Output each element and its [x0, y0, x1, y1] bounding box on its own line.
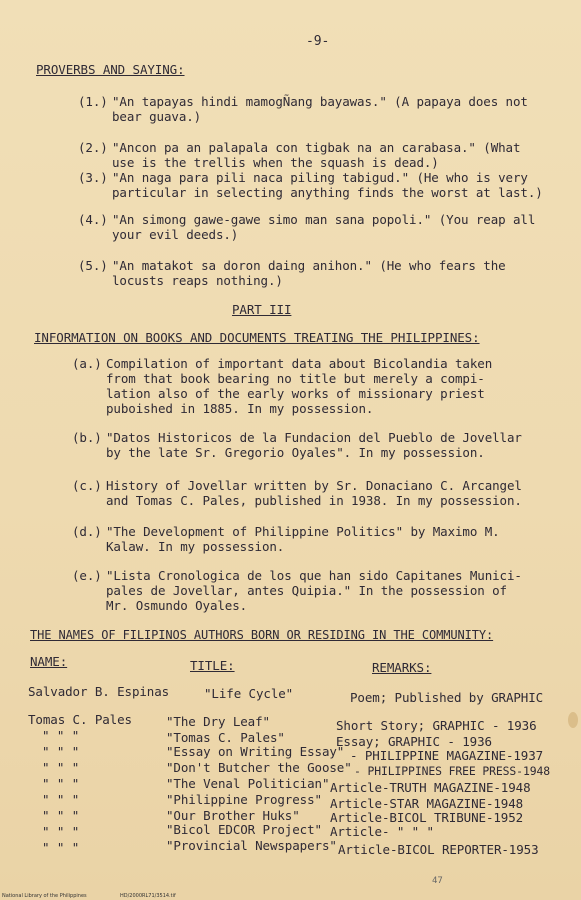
item-text: from that book bearing no title but merely a compi- [106, 371, 485, 386]
info-item-b [72, 430, 542, 460]
work-remarks: Essay; GRAPHIC - 1936 [336, 734, 492, 749]
item-text: "An naga para pili naca piling tabigud." (He who is very [112, 170, 528, 185]
page-number: -9- [306, 34, 330, 49]
item-label: (4.) [78, 212, 108, 227]
info-item-e [72, 568, 542, 613]
item-text: Compilation of important data about Bicolandia taken [106, 356, 493, 371]
item-text: Kalaw. In my possession. [106, 539, 285, 554]
item-label: (d.) [72, 524, 102, 539]
item-text: locusts reaps nothing.) [112, 273, 283, 288]
proverbs-heading: PROVERBS AND SAYING: [36, 62, 185, 77]
part-title: PART III [232, 302, 292, 317]
item-label: (5.) [78, 258, 108, 273]
work-remarks: Article-TRUTH MAGAZINE-1948 [330, 780, 531, 795]
author-name: " " " [42, 792, 80, 807]
proverb-item-4 [78, 212, 548, 242]
info-item-a [72, 356, 542, 416]
work-title: "The Venal Politician" [166, 776, 330, 791]
work-remarks: Article-BICOL REPORTER-1953 [338, 842, 539, 857]
column-header-remarks: REMARKS: [372, 660, 432, 675]
item-text: use is the trellis when the squash is dead.) [112, 155, 439, 170]
proverb-item-1 [78, 94, 548, 124]
work-remarks: Article-BICOL TRIBUNE-1952 [330, 810, 524, 825]
column-header-name: NAME: [30, 654, 68, 669]
footer-library: National Library of the Philippines [2, 893, 87, 899]
author-name: " " " [42, 728, 80, 743]
info-item-d [72, 524, 542, 554]
information-heading: INFORMATION ON BOOKS AND DOCUMENTS TREATING THE PHILIPPINES: [34, 330, 480, 345]
item-text: pales de Jovellar, antes Quipia." In the possession of [106, 583, 507, 598]
work-title: "Bicol EDCOR Project" [166, 822, 322, 837]
item-text: by the late Sr. Gregorio Oyales". In my possession. [106, 445, 485, 460]
authors-heading: THE NAMES OF FILIPINOS AUTHORS BORN OR RESIDING IN THE COMMUNITY: [30, 628, 494, 642]
work-remarks: Poem; Published by GRAPHIC [350, 690, 544, 705]
work-remarks: - PHILIPPINES FREE PRESS-1948 [354, 764, 550, 778]
item-text: and Tomas C. Pales, published in 1938. In my possession. [106, 493, 522, 508]
item-text: History of Jovellar written by Sr. Donaciano C. Arcangel [106, 478, 522, 493]
work-title: "Provincial Newspapers" [166, 838, 337, 853]
proverb-item-2 [78, 140, 548, 170]
item-label: (3.) [78, 170, 108, 185]
item-text: your evil deeds.) [112, 227, 239, 242]
paper-stain [568, 712, 578, 728]
item-label: (c.) [72, 478, 102, 493]
item-label: (2.) [78, 140, 108, 155]
work-title: "The Dry Leaf" [166, 714, 270, 729]
item-label: (b.) [72, 430, 102, 445]
author-name: " " " [42, 760, 80, 775]
work-title: "Don't Butcher the Goose" [166, 760, 352, 775]
author-name: " " " [42, 776, 80, 791]
item-text: "Ancon pa an palapala con tigbak na an carabasa." (What [112, 140, 521, 155]
item-label: (1.) [78, 94, 108, 109]
work-remarks: Article-STAR MAGAZINE-1948 [330, 796, 524, 811]
author-name: " " " [42, 808, 80, 823]
column-header-title: TITLE: [190, 658, 235, 673]
item-text: puboished in 1885. In my possession. [106, 401, 374, 416]
item-text: lation also of the early works of missionary priest [106, 386, 485, 401]
item-text: bear guava.) [112, 109, 202, 124]
proverb-item-3 [78, 170, 548, 200]
work-title: "Tomas C. Pales" [166, 730, 285, 745]
author-name: " " " [42, 824, 80, 839]
item-text: "An matakot sa doron daing anihon." (He who fears the [112, 258, 506, 273]
info-item-c [72, 478, 542, 508]
item-text: "Datos Historicos de la Fundacion del Pueblo de Jovellar [106, 430, 522, 445]
author-name: " " " [42, 840, 80, 855]
proverb-item-5 [78, 258, 548, 288]
footer-file: HD/2000RL71/3514.tif [120, 893, 176, 899]
work-remarks: - PHILIPPINE MAGAZINE-1937 [350, 748, 544, 763]
author-name: Tomas C. Pales [28, 712, 132, 727]
item-text: "An tapayas hindi mamogÑang bayawas." (A papaya does not [112, 94, 528, 109]
work-title: "Philippine Progress" [166, 792, 322, 807]
item-label: (e.) [72, 568, 102, 583]
work-remarks: Short Story; GRAPHIC - 1936 [336, 718, 537, 733]
author-name: " " " [42, 744, 80, 759]
work-title: "Life Cycle" [204, 686, 294, 701]
archive-mark: 47 [432, 876, 443, 886]
item-text: "Lista Cronologica de los que han sido Capitanes Munici- [106, 568, 522, 583]
item-text: particular in selecting anything finds the worst at last.) [112, 185, 543, 200]
work-remarks: Article- " " " [330, 824, 434, 839]
item-text: "An simong gawe-gawe simo man sana popoli." (You reap all [112, 212, 536, 227]
item-text: Mr. Osmundo Oyales. [106, 598, 248, 613]
item-label: (a.) [72, 356, 102, 371]
item-text: "The Development of Philippine Politics" by Maximo M. [106, 524, 500, 539]
author-name: Salvador B. Espinas [28, 684, 170, 699]
work-title: "Essay on Writing Essay" [166, 744, 345, 759]
work-title: "Our Brother Huks" [166, 808, 300, 823]
